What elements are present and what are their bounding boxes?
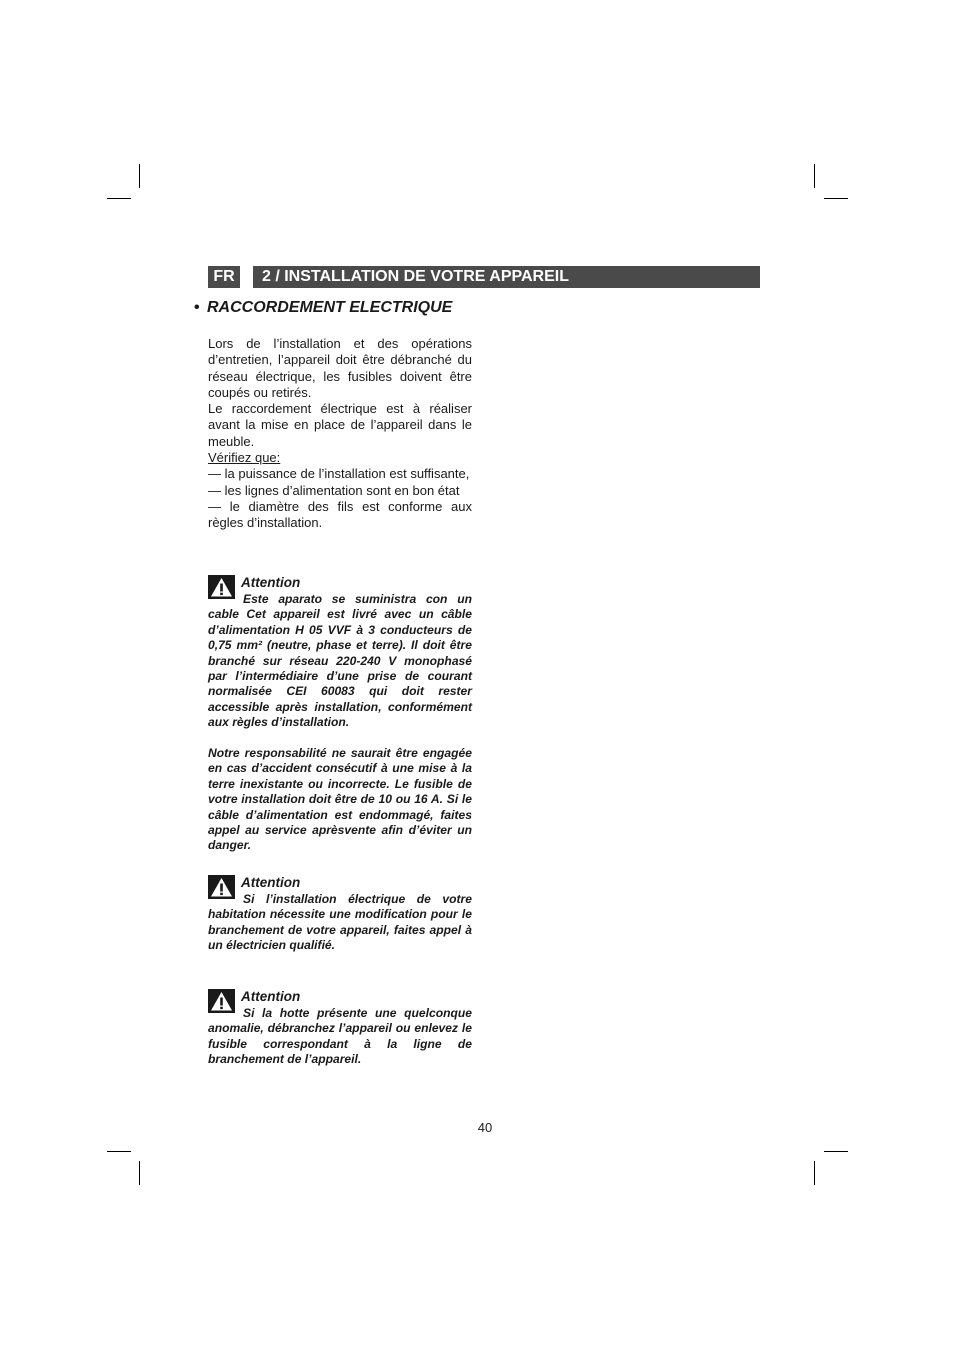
crop-mark [107, 198, 131, 199]
warning-block [208, 874, 472, 954]
warning-title: Attention [241, 575, 301, 590]
check-item: — la puissance de l’installation est suffisante, [208, 466, 470, 482]
check-item: — le diamètre des fils est conforme aux règles d’installation. [208, 498, 472, 531]
warning-header [208, 874, 472, 892]
warning-title: Attention [241, 989, 301, 1004]
warning-block [208, 574, 472, 854]
intro-paragraph: Le raccordement électrique est à réaliser avant la mise en place de l’appareil dans le meuble. [208, 401, 472, 449]
warning-header [208, 988, 472, 1006]
crop-mark [139, 1161, 140, 1185]
page-number: 40 [477, 1120, 493, 1135]
check-label [208, 450, 472, 466]
crop-mark [139, 164, 140, 188]
intro-text [208, 336, 472, 532]
intro-paragraph: Lors de l’installation et des opérations d’entretien, l’appareil doit être débranché du réseau électrique, les fusibles doivent être coupés ou retirés. [208, 336, 472, 400]
crop-mark [814, 1161, 815, 1185]
section-header [208, 266, 760, 288]
warning-paragraph: Este aparato se suministra con un cable Cet appareil est livré avec un câble d’alimentation H 05 VVF à 3 conducteurs de 0,75 mm² (neutre, phase et terre). Il doit être branché sur réseau 220-240 V monophasé par l’intermédiaire d’une prise de courant normalisée CEI 60083 qui doit rester accessible après installation, conformément aux règles d’installation. [208, 592, 472, 730]
bullet: • [194, 299, 200, 316]
warning-header [208, 574, 472, 592]
check-item: — les lignes d’alimentation sont en bon état [208, 482, 460, 498]
crop-mark [824, 1151, 848, 1152]
warning-paragraph: Si la hotte présente une quelconque anomalie, débranchez l’appareil ou enlevez le fusible correspondant à la ligne de branchement de l’appareil. [208, 1006, 472, 1067]
warning-triangle-icon [208, 575, 235, 599]
crop-mark [824, 198, 848, 199]
language-badge: FR [208, 266, 240, 288]
warning-paragraph: Si l’installation électrique de votre habitation nécessite une modification pour le branchement de votre appareil, faites appel à un électricien qualifié. [208, 892, 472, 953]
subheading-title: RACCORDEMENT ELECTRIQUE [207, 299, 453, 316]
crop-mark [107, 1151, 131, 1152]
section-title: 2 / INSTALLATION DE VOTRE APPAREIL [253, 266, 760, 288]
subheading [194, 298, 452, 318]
warning-title: Attention [241, 875, 301, 890]
warning-paragraph: Notre responsabilité ne saurait être engagée en cas d’accident consécutif à une mise à la terre inexistante ou incorrecte. Le fusible de votre installation doit être de 10 ou 16 A. Si le câble d’alimentation est endommagé, faites appel au service aprèsvente afin d’éviter un danger. [208, 746, 472, 853]
warning-triangle-icon [208, 989, 235, 1013]
warning-block [208, 988, 472, 1068]
crop-mark [814, 164, 815, 188]
warning-triangle-icon [208, 875, 235, 899]
check-label-text: Vérifiez que: [208, 450, 281, 466]
